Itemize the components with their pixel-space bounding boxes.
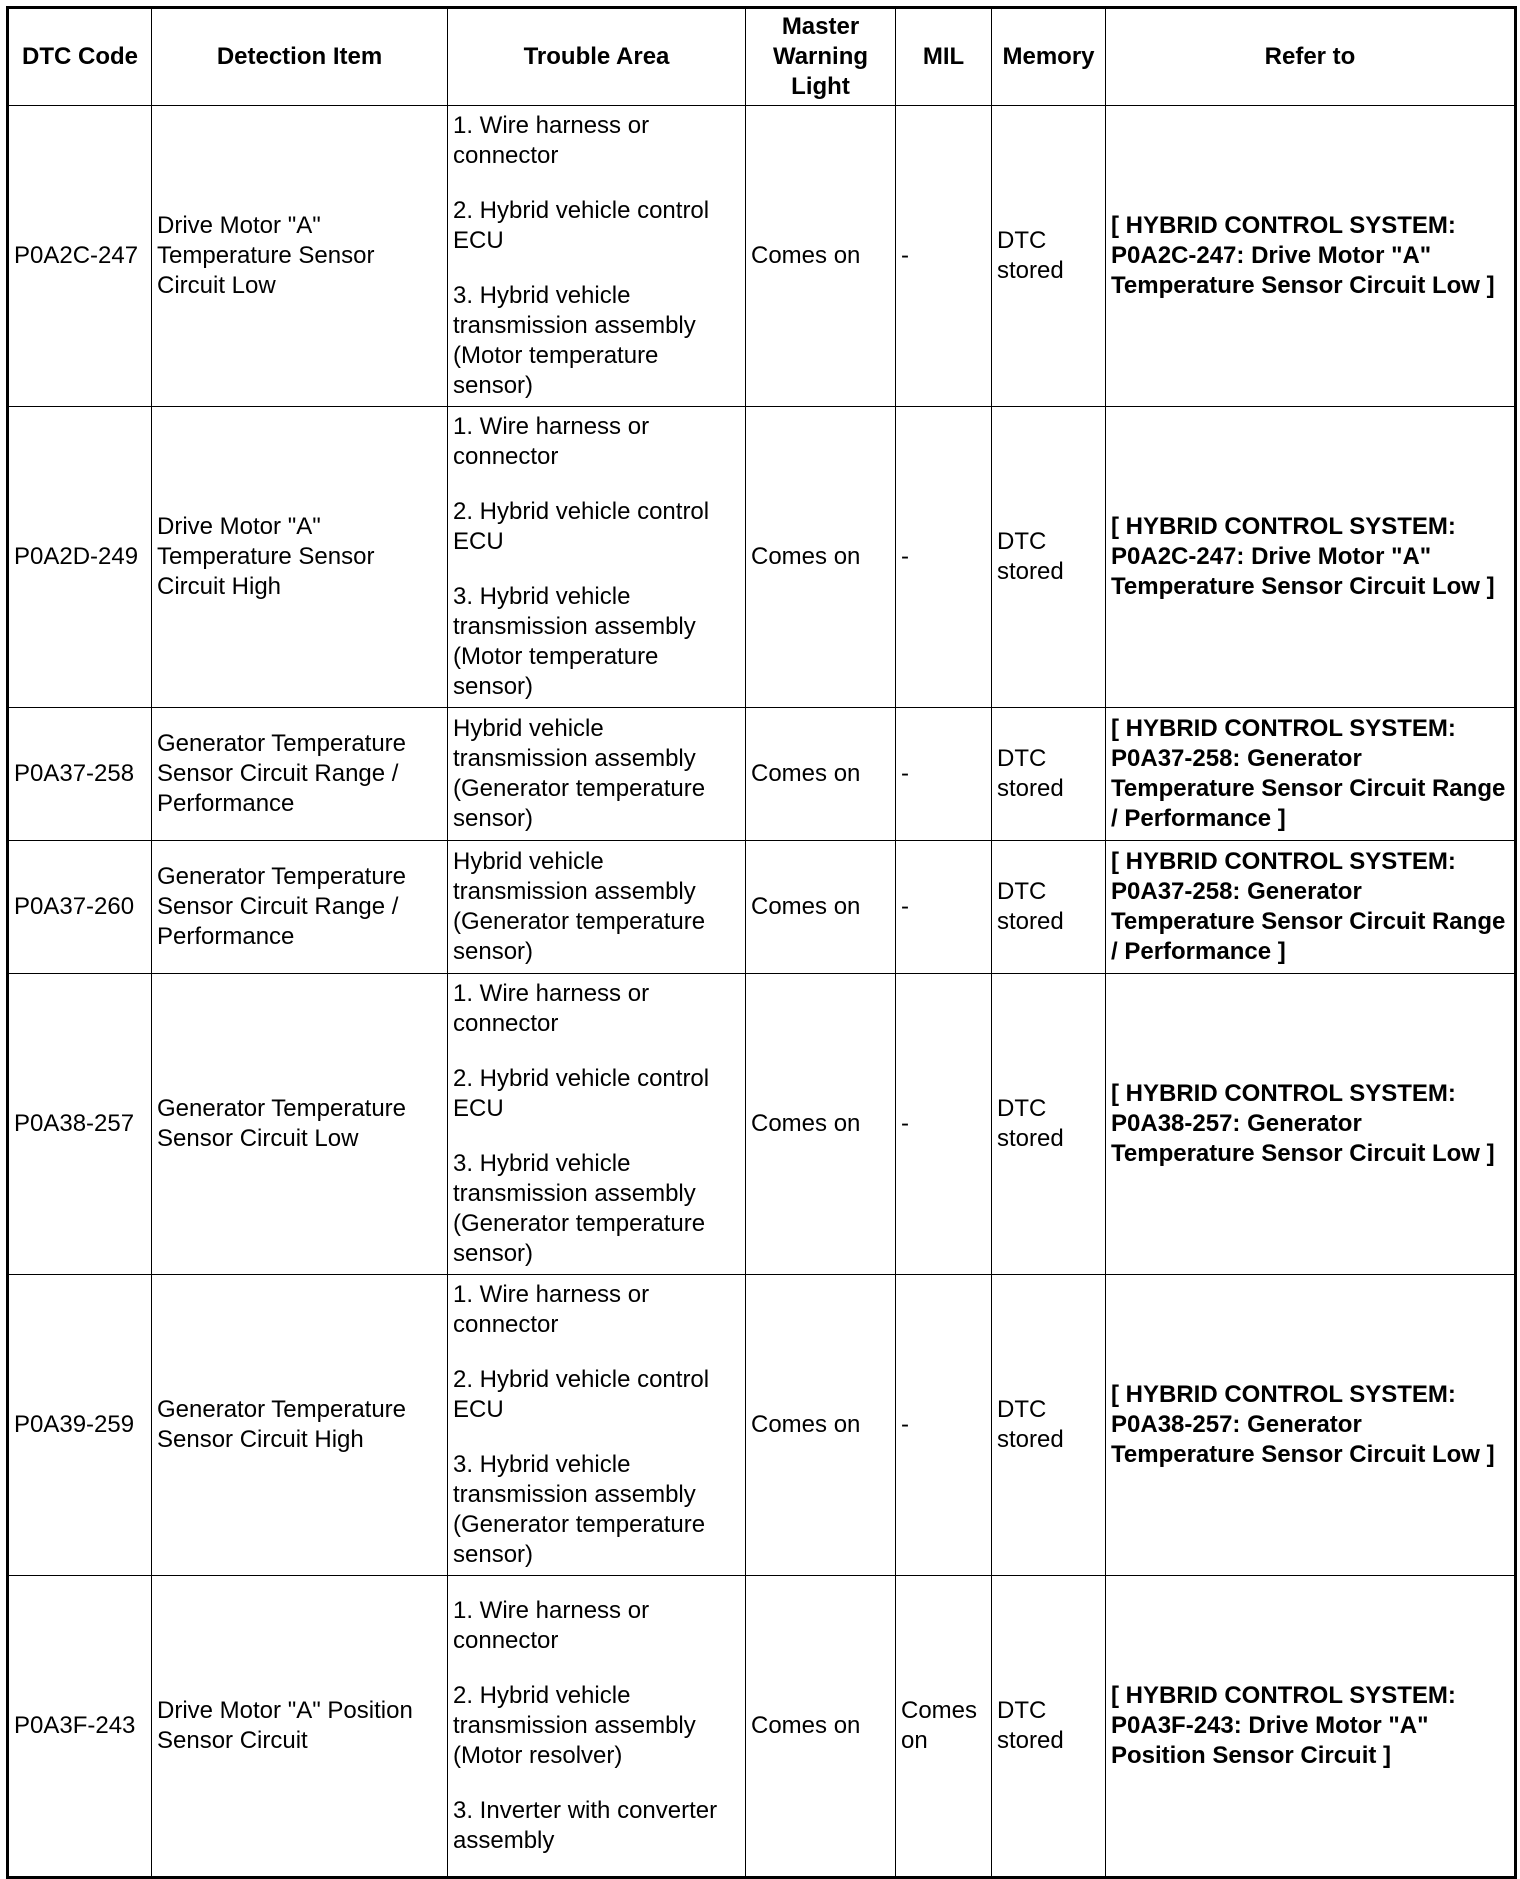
- dtc-code-cell: P0A37-260: [8, 841, 152, 974]
- detection-item-cell: Drive Motor "A" Temperature Sensor Circuit High: [152, 407, 448, 708]
- table-row: [8, 974, 1516, 1275]
- memory-cell: DTC stored: [992, 708, 1106, 841]
- mil-cell: -: [896, 708, 992, 841]
- dtc-code-cell: P0A2C-247: [8, 106, 152, 407]
- detection-item-cell: Generator Temperature Sensor Circuit Range / Performance: [152, 708, 448, 841]
- header-detection-item: Detection Item: [152, 8, 448, 106]
- table-row: [8, 841, 1516, 974]
- trouble-area-cell: [448, 1576, 746, 1878]
- memory-cell: DTC stored: [992, 974, 1106, 1275]
- trouble-area-item: 1. Wire harness or connector: [453, 980, 650, 1037]
- dtc-table: [6, 6, 1517, 1879]
- trouble-area-item: 2. Hybrid vehicle control ECU: [453, 197, 710, 254]
- dtc-code-cell: P0A3F-243: [8, 1576, 152, 1878]
- master-warning-light-cell: Comes on: [746, 841, 896, 974]
- trouble-area-item: 1. Wire harness or connector: [453, 413, 650, 470]
- trouble-area-item: 3. Hybrid vehicle transmission assembly (Generator temperature sensor): [453, 1150, 706, 1267]
- trouble-area-item: 3. Hybrid vehicle transmission assembly (Motor temperature sensor): [453, 282, 696, 399]
- trouble-area-item: Hybrid vehicle transmission assembly (Generator temperature sensor): [453, 848, 706, 965]
- dtc-code-cell: P0A37-258: [8, 708, 152, 841]
- refer-to-link[interactable]: [ HYBRID CONTROL SYSTEM: P0A38-257: Generator Temperature Sensor Circuit Low ]: [1106, 974, 1516, 1275]
- table-row: [8, 1275, 1516, 1576]
- master-warning-light-cell: Comes on: [746, 708, 896, 841]
- trouble-area-cell: [448, 708, 746, 841]
- trouble-area-cell: [448, 841, 746, 974]
- memory-cell: DTC stored: [992, 1275, 1106, 1576]
- header-dtc-code: DTC Code: [8, 8, 152, 106]
- mil-cell: -: [896, 841, 992, 974]
- refer-to-link[interactable]: [ HYBRID CONTROL SYSTEM: P0A37-258: Generator Temperature Sensor Circuit Range / Performance ]: [1106, 708, 1516, 841]
- dtc-code-cell: P0A38-257: [8, 974, 152, 1275]
- trouble-area-item: 2. Hybrid vehicle control ECU: [453, 1366, 710, 1423]
- header-row: [8, 8, 1516, 106]
- master-warning-light-cell: Comes on: [746, 407, 896, 708]
- dtc-code-cell: P0A39-259: [8, 1275, 152, 1576]
- trouble-area-item: 1. Wire harness or connector: [453, 112, 650, 169]
- refer-to-link[interactable]: [ HYBRID CONTROL SYSTEM: P0A37-258: Generator Temperature Sensor Circuit Range / Performance ]: [1106, 841, 1516, 974]
- memory-cell: DTC stored: [992, 407, 1106, 708]
- trouble-area-item: 2. Hybrid vehicle control ECU: [453, 1065, 710, 1122]
- mil-cell: -: [896, 407, 992, 708]
- table-row: [8, 708, 1516, 841]
- trouble-area-item: 2. Hybrid vehicle transmission assembly (Motor resolver): [453, 1682, 696, 1769]
- trouble-area-cell: [448, 106, 746, 407]
- trouble-area-item: 1. Wire harness or connector: [453, 1281, 650, 1338]
- table-row: [8, 106, 1516, 407]
- detection-item-cell: Generator Temperature Sensor Circuit High: [152, 1275, 448, 1576]
- trouble-area-item: 3. Hybrid vehicle transmission assembly (Motor temperature sensor): [453, 583, 696, 700]
- trouble-area-item: 3. Inverter with converter assembly: [453, 1797, 718, 1854]
- dtc-code-cell: P0A2D-249: [8, 407, 152, 708]
- master-warning-light-cell: Comes on: [746, 974, 896, 1275]
- detection-item-cell: Generator Temperature Sensor Circuit Range / Performance: [152, 841, 448, 974]
- header-trouble-area: Trouble Area: [448, 8, 746, 106]
- detection-item-cell: Generator Temperature Sensor Circuit Low: [152, 974, 448, 1275]
- trouble-area-cell: [448, 974, 746, 1275]
- mil-cell: Comes on: [896, 1576, 992, 1878]
- trouble-area-item: 2. Hybrid vehicle control ECU: [453, 498, 710, 555]
- memory-cell: DTC stored: [992, 1576, 1106, 1878]
- master-warning-light-cell: Comes on: [746, 1576, 896, 1878]
- detection-item-cell: Drive Motor "A" Temperature Sensor Circuit Low: [152, 106, 448, 407]
- trouble-area-cell: [448, 1275, 746, 1576]
- table-row: [8, 1576, 1516, 1878]
- refer-to-link[interactable]: [ HYBRID CONTROL SYSTEM: P0A2C-247: Drive Motor "A" Temperature Sensor Circuit Low ]: [1106, 106, 1516, 407]
- refer-to-link[interactable]: [ HYBRID CONTROL SYSTEM: P0A38-257: Generator Temperature Sensor Circuit Low ]: [1106, 1275, 1516, 1576]
- header-mil: MIL: [896, 8, 992, 106]
- trouble-area-item: 3. Hybrid vehicle transmission assembly (Generator temperature sensor): [453, 1451, 706, 1568]
- memory-cell: DTC stored: [992, 106, 1106, 407]
- refer-to-link[interactable]: [ HYBRID CONTROL SYSTEM: P0A2C-247: Drive Motor "A" Temperature Sensor Circuit Low ]: [1106, 407, 1516, 708]
- header-master-warning-light: Master Warning Light: [746, 8, 896, 106]
- mil-cell: -: [896, 974, 992, 1275]
- table-row: [8, 407, 1516, 708]
- mil-cell: -: [896, 106, 992, 407]
- master-warning-light-cell: Comes on: [746, 1275, 896, 1576]
- trouble-area-item: 1. Wire harness or connector: [453, 1597, 650, 1654]
- trouble-area-cell: [448, 407, 746, 708]
- header-memory: Memory: [992, 8, 1106, 106]
- mil-cell: -: [896, 1275, 992, 1576]
- detection-item-cell: Drive Motor "A" Position Sensor Circuit: [152, 1576, 448, 1878]
- refer-to-link[interactable]: [ HYBRID CONTROL SYSTEM: P0A3F-243: Drive Motor "A" Position Sensor Circuit ]: [1106, 1576, 1516, 1878]
- memory-cell: DTC stored: [992, 841, 1106, 974]
- master-warning-light-cell: Comes on: [746, 106, 896, 407]
- header-refer-to: Refer to: [1106, 8, 1516, 106]
- trouble-area-item: Hybrid vehicle transmission assembly (Generator temperature sensor): [453, 715, 706, 832]
